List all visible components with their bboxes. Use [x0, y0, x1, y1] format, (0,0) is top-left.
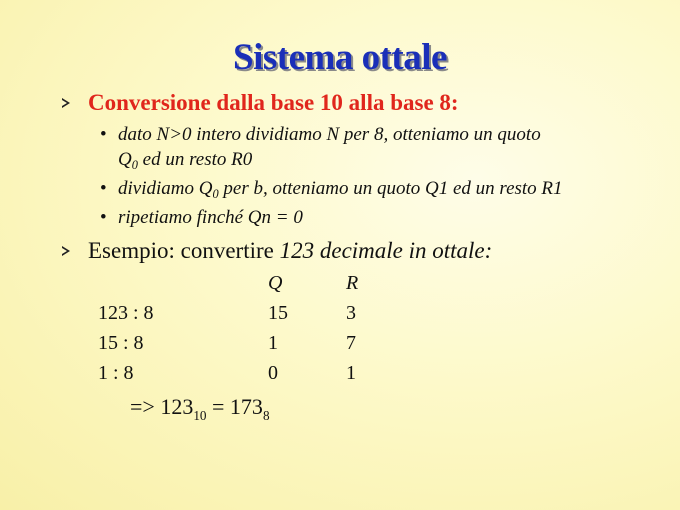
conversion-result: => $123_{10} = 173_8$: [130, 394, 270, 423]
arrow-bullet-icon: [62, 246, 70, 256]
bullet-conversion: [62, 90, 459, 116]
bullet-conversion-text: Conversione dalla base 10 alla base 8:: [88, 90, 459, 115]
sub-bullet-3: [100, 205, 660, 230]
arrow-bullet-icon: [62, 98, 70, 108]
sub-bullet-3-text: ripetiamo finché Qn = 0: [118, 207, 303, 228]
header-q: Q: [268, 272, 283, 294]
row-1-q: 15: [268, 302, 288, 324]
sub-bullet-2-text: dividiamo $Q_0$ per b, otteniamo un quoto Q1 ed un resto R1: [118, 178, 563, 201]
row-3-q: 0: [268, 362, 278, 384]
row-1-op: 123 : 8: [98, 302, 154, 324]
sub-bullet-2: [100, 176, 660, 207]
dot-bullet-icon: •: [100, 124, 107, 145]
sub-bullet-1-line1: dato N>0 intero dividiamo N per 8, otteniamo un quoto: [118, 124, 541, 145]
sub-bullet-1: [100, 122, 660, 178]
row-3-op: 1 : 8: [98, 362, 134, 384]
dot-bullet-icon: •: [100, 207, 107, 228]
row-2-q: 1: [268, 332, 278, 354]
slide-title: Sistema ottale: [233, 37, 447, 78]
dot-bullet-icon: •: [100, 178, 107, 199]
header-r: R: [346, 272, 359, 294]
sub-bullet-1-line2: $Q_0$ ed un resto R0: [118, 149, 253, 172]
row-1-r: 3: [346, 302, 356, 324]
row-2-op: 15 : 8: [98, 332, 144, 354]
bullet-example: [62, 238, 492, 264]
bullet-example-text: Esempio: convertire 123 decimale in ottale:: [88, 238, 493, 263]
row-3-r: 1: [346, 362, 356, 384]
row-2-r: 7: [346, 332, 356, 354]
